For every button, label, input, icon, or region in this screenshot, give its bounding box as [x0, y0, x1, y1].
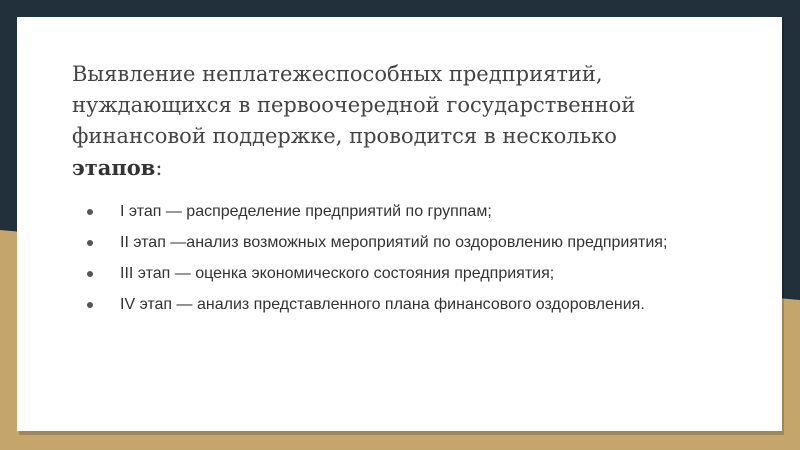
bullet-dot-icon	[87, 271, 93, 277]
slide-title-text: Выявление неплатежеспособных предприятий, нуждающихся в первоочередной государственной финансовой поддержке, проводится в несколько	[72, 62, 636, 148]
bullet-text-2: II этап —анализ возможных мероприятий по оздоровлению предприятия;	[120, 234, 668, 251]
bullet-text-3: III этап — оценка экономического состояния предприятия;	[120, 265, 555, 282]
bullet-list	[72, 199, 722, 323]
bullet-item-4	[72, 292, 722, 318]
bullet-dot-icon	[87, 302, 93, 308]
slide-title-bold: этапов	[72, 155, 156, 180]
bullet-item-1	[72, 199, 722, 225]
bullet-item-2	[72, 230, 722, 256]
bullet-text-1: I этап — распределение предприятий по группам;	[120, 203, 492, 220]
slide-title-end: :	[155, 156, 163, 180]
bullet-text-4: IV этап — анализ представленного плана финансового оздоровления.	[120, 296, 645, 313]
slide-title	[72, 59, 712, 184]
bullet-dot-icon	[87, 209, 93, 215]
bullet-dot-icon	[87, 240, 93, 246]
slide	[17, 17, 782, 431]
bullet-item-3	[72, 261, 722, 287]
